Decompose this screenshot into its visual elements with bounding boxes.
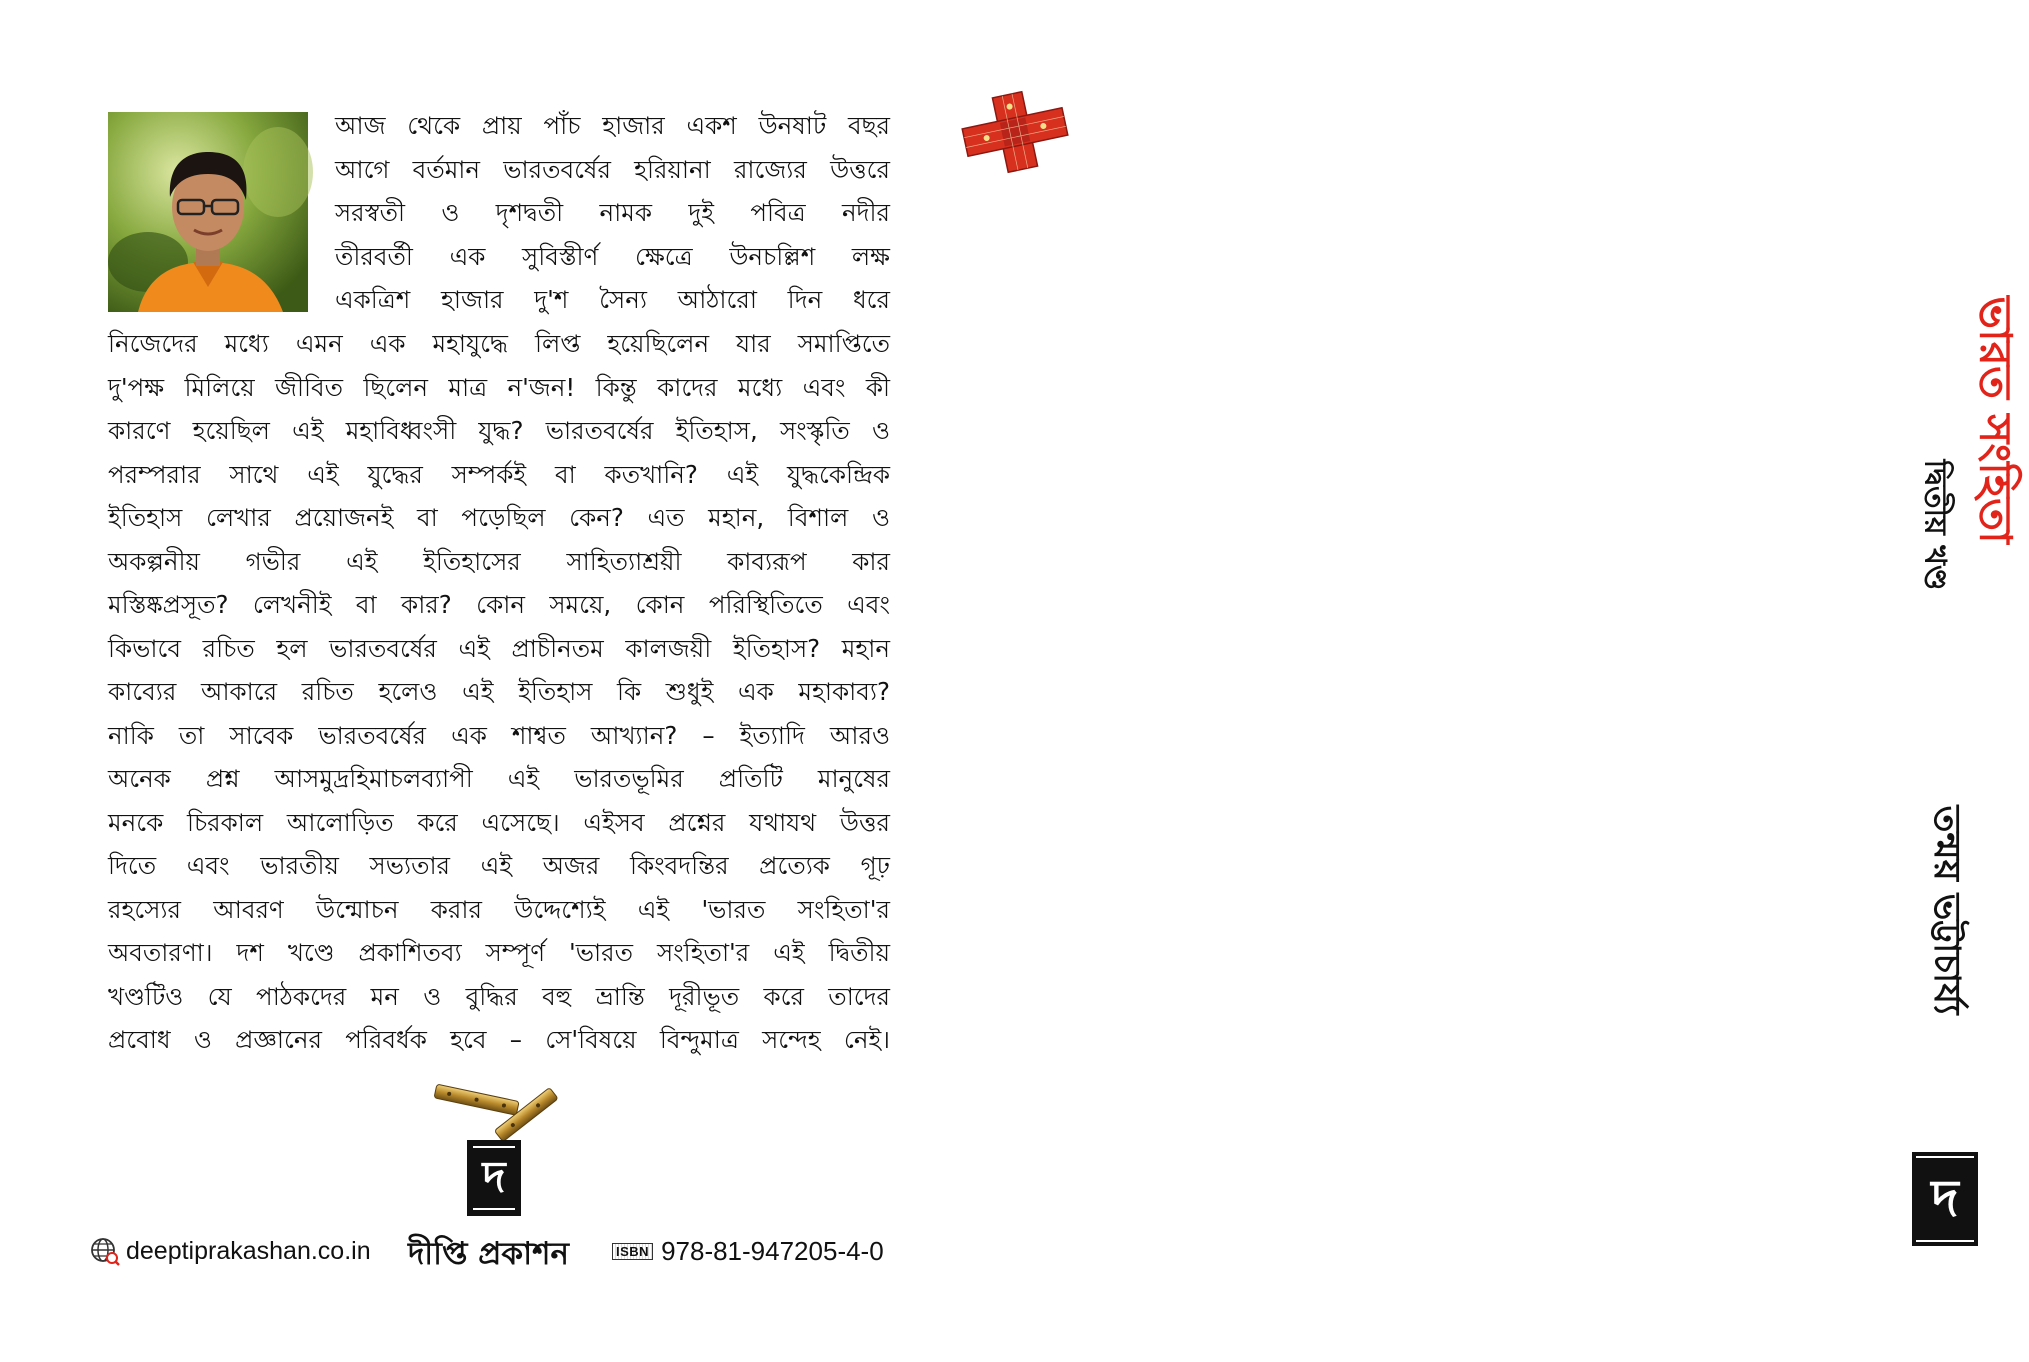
blurb-line: মনকে চিরকাল আলোড়িত করে এসেছে। এইসব প্রশ্নের যথাযথ উত্তর [108, 807, 890, 837]
footer [90, 1230, 910, 1274]
publisher-name: দীপ্তি প্রকাশন [408, 1236, 569, 1272]
blurb-line: কারণে হয়েছিল এই মহাবিধ্বংসী যুদ্ধ? ভারতবর্ষের ইতিহাস, সংস্কৃতি ও [108, 416, 890, 445]
blurb-line: আজ থেকে প্রায় পাঁচ হাজার একশ উনষাট বছর [335, 111, 890, 140]
blurb-line: আগে বর্তমান ভারতবর্ষের হরিয়ানা রাজ্যের উত্তরে [335, 154, 890, 184]
author-photo [108, 112, 308, 312]
blurb-line: নিজেদের মধ্যে এমন এক মহাযুদ্ধে লিপ্ত হয়েছিলেন যার সমাপ্তিতে [108, 329, 890, 358]
blurb-line: কিভাবে রচিত হল ভারতবর্ষের এই প্রাচীনতম কালজয়ী ইতিহাস? মহান [108, 633, 890, 663]
blurb-line: অনেক প্রশ্ন আসমুদ্রহিমাচলব্যাপী এই ভারতভূমির প্রতিটি মানুষের [108, 764, 890, 793]
blurb-line: রহস্যের আবরণ উন্মোচন করার উদ্দেশ্যেই এই 'ভারত সংহিতা'র [108, 894, 890, 924]
blurb-line: অবতারণা। দশ খণ্ডে প্রকাশিতব্য সম্পূর্ণ 'ভারত সংহিতা'র এই দ্বিতীয় [108, 938, 890, 967]
website-url: deeptiprakashan.co.in [126, 1236, 371, 1265]
blurb-line: দু'পক্ষ মিলিয়ে জীবিত ছিলেন মাত্র ন'জন! কিন্তু কাদের মধ্যে এবং কী [108, 372, 890, 402]
spine-volume: দ্বিতীয় খণ্ড [1917, 459, 1953, 591]
blurb-line: মস্তিষ্কপ্রসূত? লেখনীই বা কার? কোন সময়ে, কোন পরিস্থিতিতে এবং [108, 590, 890, 619]
blurb-line: কাব্যের আকারে রচিত হলেও এই ইতিহাস কি শুধুই এক মহাকাব্য? [108, 677, 890, 706]
spine-title: ভারত সংহিতা [1969, 296, 2021, 544]
spine-logo-glyph: দ [1931, 1169, 1959, 1229]
globe-icon [90, 1236, 120, 1266]
blurb-line: দিতে এবং ভারতীয় সভ্যতার এই অজর কিংবদন্তির প্রত্যেক গূঢ় [108, 851, 890, 880]
blurb-line: একত্রিশ হাজার দু'শ সৈন্য আঠারো দিন ধরে [335, 285, 890, 314]
blurb-line: ইতিহাস লেখার প্রয়োজনই বা পড়েছিল কেন? এত মহান, বিশাল ও [108, 503, 890, 532]
blurb-line: পরম্পরার সাথে এই যুদ্ধের সম্পর্কই বা কতখানি? এই যুদ্ধকেন্দ্রিক [108, 459, 890, 489]
logo-glyph: দ [482, 1152, 506, 1203]
isbn-badge: ISBN [612, 1243, 653, 1260]
author-portrait-illustration [108, 112, 308, 312]
spine-author: তন্ময় ভট্টাচার্য্য [1926, 805, 1967, 1015]
dice-sticks-icon [428, 1072, 558, 1138]
blurb-line: সরস্বতী ও দৃশদ্বতী নামক দুই পবিত্র নদীর [335, 198, 890, 227]
isbn-number: 978-81-947205-4-0 [661, 1236, 884, 1266]
blurb-body [108, 322, 890, 1062]
blurb-intro [335, 104, 890, 322]
pasha-board-icon [960, 92, 1070, 172]
isbn-block [612, 1236, 884, 1267]
website[interactable] [90, 1236, 371, 1266]
blurb-line: প্রবোধ ও প্রজ্ঞানের পরিবর্ধক হবে – সে'বিষয়ে বিন্দুমাত্র সন্দেহ নেই। [108, 1025, 890, 1054]
back-cover [0, 0, 930, 1362]
blurb-line: অকল্পনীয় গভীর এই ইতিহাসের সাহিত্যাশ্রয়ী কাব্যরূপ কার [108, 546, 890, 576]
spine [930, 0, 2021, 1362]
blurb-line: তীরবর্তী এক সুবিস্তীর্ণ ক্ষেত্রে উনচল্লিশ লক্ষ [335, 241, 890, 271]
blurb-line: খণ্ডটিও যে পাঠকদের মন ও বুদ্ধির বহু ভ্রান্তি দূরীভূত করে তাদের [108, 981, 890, 1011]
blurb-line: নাকি তা সাবেক ভারতবর্ষের এক শাশ্বত আখ্যান? – ইত্যাদি আরও [108, 720, 890, 750]
spine-publisher-logo [1912, 1152, 1978, 1246]
publisher-logo [467, 1140, 521, 1216]
